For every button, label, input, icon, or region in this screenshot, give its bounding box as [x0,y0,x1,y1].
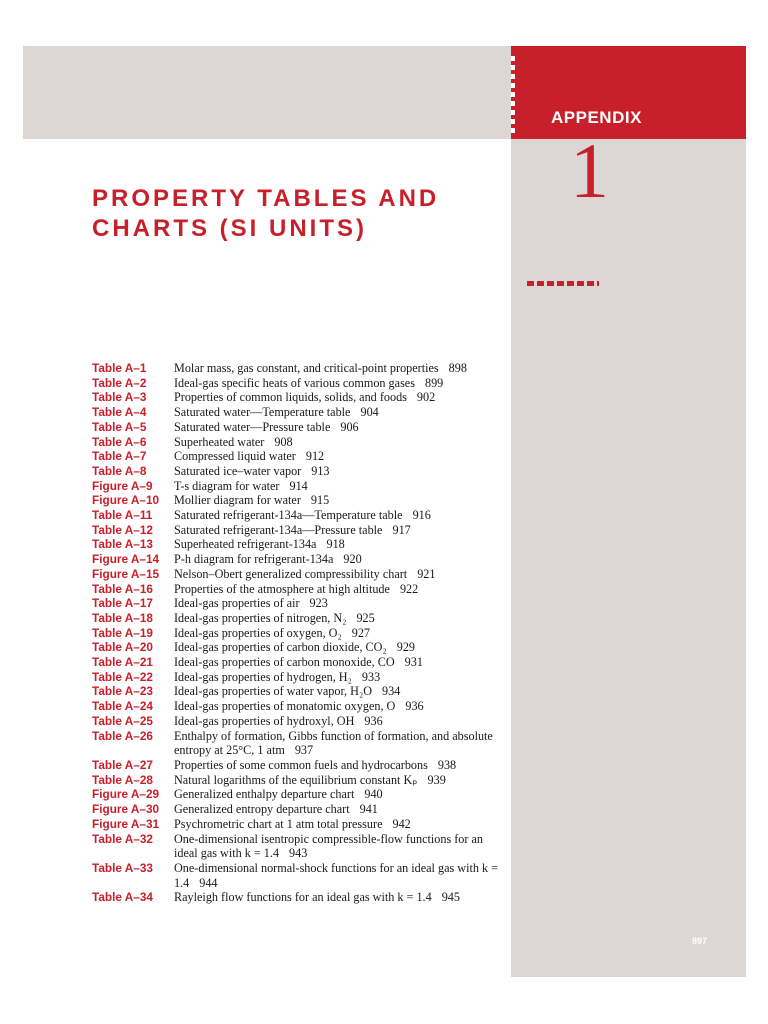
contents-entry [92,361,502,376]
entry-page: 936 [364,713,383,728]
contents-entry [92,832,502,861]
entry-page: 945 [441,890,460,905]
page-title [92,184,439,244]
contents-entry [92,596,502,611]
entry-description [174,582,502,597]
entry-page: 931 [404,655,423,670]
contents-entry [92,699,502,714]
contents-entry [92,626,502,641]
entry-text: Mollier diagram for water [174,493,301,508]
contents-entry [92,493,502,508]
contents-entry [92,567,502,582]
entry-page: 906 [340,419,359,434]
entry-label: Table A–3 [92,390,147,405]
contents-entry [92,817,502,832]
entry-description [174,537,502,552]
entry-description [174,390,502,405]
entry-description [174,670,502,685]
contents-entry [92,420,502,435]
entry-label: Table A–24 [92,699,153,714]
entry-page: 918 [326,537,345,552]
entry-page: 904 [360,405,379,420]
entry-label: Figure A–29 [92,787,160,802]
entry-label: Table A–1 [92,361,147,375]
entry-label: Table A–25 [92,713,153,728]
contents-entry [92,773,502,788]
entry-page: 927 [351,625,370,640]
entry-label: Figure A–31 [92,816,160,831]
entry-text: One-dimensional isentropic compressible-flow functions for an ideal gas with k = 1.4 [174,831,484,861]
entry-text: Saturated ice–water vapor [174,463,302,478]
entry-description [174,817,502,832]
entry-text: Ideal-gas properties of nitrogen, N₂ [174,610,347,625]
entry-description [174,890,502,905]
entry-page: 938 [437,757,457,772]
dotted-rule-decoration [527,281,599,286]
entry-text: One-dimensional normal-shock functions for an ideal gas with k = 1.4 [174,860,499,890]
entry-text: Molar mass, gas constant, and critical-point properties [174,361,439,375]
entry-description [174,523,502,538]
entry-page: 921 [417,566,436,581]
entry-page: 916 [412,508,431,523]
entry-page: 937 [294,743,314,758]
entry-text: Properties of some common fuels and hydrocarbons [174,757,428,772]
contents-entry [92,611,502,626]
entry-page: 933 [361,669,381,684]
entry-label: Table A–16 [92,581,153,596]
entry-label: Table A–11 [92,508,153,523]
entry-description [174,376,502,391]
entry-label: Table A–33 [92,860,153,875]
entry-description [174,493,502,508]
contents-entry [92,523,502,538]
appendix-label: APPENDIX [551,108,642,127]
entry-page: 912 [305,449,325,464]
entry-description [174,729,502,758]
entry-text: Ideal-gas properties of carbon dioxide, CO₂ [174,640,387,655]
title-line-1: PROPERTY TABLES AND [92,185,440,212]
entry-description [174,626,502,641]
contents-entry [92,405,502,420]
contents-entry [92,479,502,494]
contents-entry [92,714,502,729]
entry-text: Ideal-gas properties of hydroxyl, OH [174,713,355,728]
entry-description [174,640,502,655]
contents-entry [92,802,502,817]
entry-description [174,758,502,773]
entry-description [174,787,502,802]
contents-entry [92,435,502,450]
page-number: 897 [692,936,708,946]
entry-text: Compressed liquid water [174,449,296,464]
entry-label: Table A–23 [92,684,153,699]
entry-page: 925 [356,610,375,625]
entry-label: Table A–6 [92,434,147,449]
appendix-number: 1 [570,127,609,214]
entry-label: Figure A–30 [92,802,160,817]
entry-text: Superheated water [174,434,265,449]
entry-page: 934 [382,684,401,699]
entry-label: Table A–22 [92,669,153,684]
entry-page: 902 [416,390,436,405]
entry-text: Properties of common liquids, solids, and foods [174,390,407,405]
entry-text: Enthalpy of formation, Gibbs function of formation, and absolute entropy at 25°C, 1 atm [174,728,493,758]
entry-text: T-s diagram for water [174,478,280,493]
entry-label: Table A–21 [92,655,153,670]
entry-description [174,802,502,817]
contents-entry [92,390,502,405]
entry-page: 941 [359,802,378,817]
entry-text: P-h diagram for refrigerant-134a [174,552,334,567]
entry-description [174,464,502,479]
entry-description [174,405,502,420]
entry-description [174,449,502,464]
entry-label: Table A–18 [92,610,153,625]
entry-description [174,420,502,435]
entry-label: Table A–4 [92,405,147,420]
entry-text: Superheated refrigerant-134a [174,537,317,552]
entry-label: Table A–13 [92,537,153,552]
entry-text: Nelson–Obert generalized compressibility chart [174,566,408,581]
entry-label: Table A–17 [92,596,153,611]
entry-label: Table A–28 [92,772,153,787]
entry-label: Table A–7 [92,449,147,464]
entry-text: Saturated refrigerant-134a—Pressure table [174,522,383,537]
contents-entry [92,449,502,464]
contents-entry [92,376,502,391]
entry-description [174,479,502,494]
entry-label: Table A–2 [92,375,147,390]
contents-entry [92,729,502,758]
entry-page: 940 [364,787,383,802]
entry-text: Ideal-gas properties of carbon monoxide, CO [174,655,395,670]
entry-description [174,361,502,376]
header-band [23,46,511,139]
entry-page: 936 [405,699,424,714]
entry-text: Saturated refrigerant-134a—Temperature table [174,508,403,523]
contents-entry [92,508,502,523]
contents-entry [92,890,502,905]
entry-description [174,435,502,450]
entry-page: 899 [424,375,444,390]
entry-page: 942 [392,816,411,831]
entry-text: Saturated water—Temperature table [174,405,351,420]
entry-description [174,611,502,626]
contents-entry [92,670,502,685]
entry-page: 898 [448,361,467,375]
entry-label: Table A–26 [92,728,153,743]
entry-text: Saturated water—Pressure table [174,419,331,434]
contents-entry [92,552,502,567]
entry-text: Ideal-gas properties of oxygen, O₂ [174,625,342,640]
contents-entry [92,655,502,670]
entry-page: 917 [392,522,411,537]
entry-description [174,684,502,699]
entry-text: Rayleigh flow functions for an ideal gas with k = 1.4 [174,890,432,905]
entry-label: Table A–27 [92,757,153,772]
entry-text: Ideal-gas properties of air [174,596,300,611]
entry-text: Ideal-gas properties of monatomic oxygen, O [174,699,396,714]
entry-description [174,655,502,670]
entry-label: Figure A–14 [92,552,160,567]
entry-text: Natural logarithms of the equilibrium constant Kₚ [174,772,418,787]
dashed-edge-decoration [511,56,515,136]
entry-page: 920 [343,552,362,567]
entry-text: Ideal-gas specific heats of various common gases [174,375,415,390]
entry-description [174,567,502,582]
contents-entry [92,537,502,552]
entry-label: Table A–34 [92,890,153,905]
entry-text: Generalized entropy departure chart [174,802,350,817]
entry-page: 944 [199,875,218,890]
entry-label: Table A–32 [92,831,153,846]
entry-description [174,508,502,523]
contents-entry [92,684,502,699]
entry-label: Figure A–9 [92,478,153,493]
entry-page: 929 [396,640,416,655]
contents-entry [92,582,502,597]
entry-text: Ideal-gas properties of hydrogen, H₂ [174,669,352,684]
entry-description [174,861,502,890]
entry-description [174,773,502,788]
entry-description [174,832,502,861]
entry-label: Table A–20 [92,640,153,655]
entry-text: Ideal-gas properties of water vapor, H₂O [174,684,373,699]
entry-text: Properties of the atmosphere at high altitude [174,581,390,596]
entry-label: Table A–8 [92,463,147,478]
entry-label: Figure A–15 [92,566,160,581]
entry-description [174,596,502,611]
contents-entry [92,758,502,773]
entry-description [174,699,502,714]
contents-entry [92,787,502,802]
entry-page: 922 [399,581,419,596]
entry-label: Figure A–10 [92,493,160,508]
entry-label: Table A–5 [92,419,147,434]
entry-page: 915 [310,493,330,508]
entry-page: 939 [427,772,446,787]
contents-list [92,361,502,905]
entry-label: Table A–19 [92,625,153,640]
entry-page: 923 [309,596,328,611]
entry-page: 914 [289,478,308,493]
entry-page: 908 [274,434,293,449]
entry-description [174,714,502,729]
contents-entry [92,464,502,479]
contents-entry [92,640,502,655]
entry-text: Generalized enthalpy departure chart [174,787,355,802]
entry-text: Psychrometric chart at 1 atm total pressure [174,816,383,831]
entry-page: 943 [289,846,308,861]
side-panel [511,46,746,977]
entry-description [174,552,502,567]
title-line-2: CHARTS (SI UNITS) [92,215,367,242]
entry-label: Table A–12 [92,522,153,537]
contents-entry [92,861,502,890]
entry-page: 913 [311,463,330,478]
